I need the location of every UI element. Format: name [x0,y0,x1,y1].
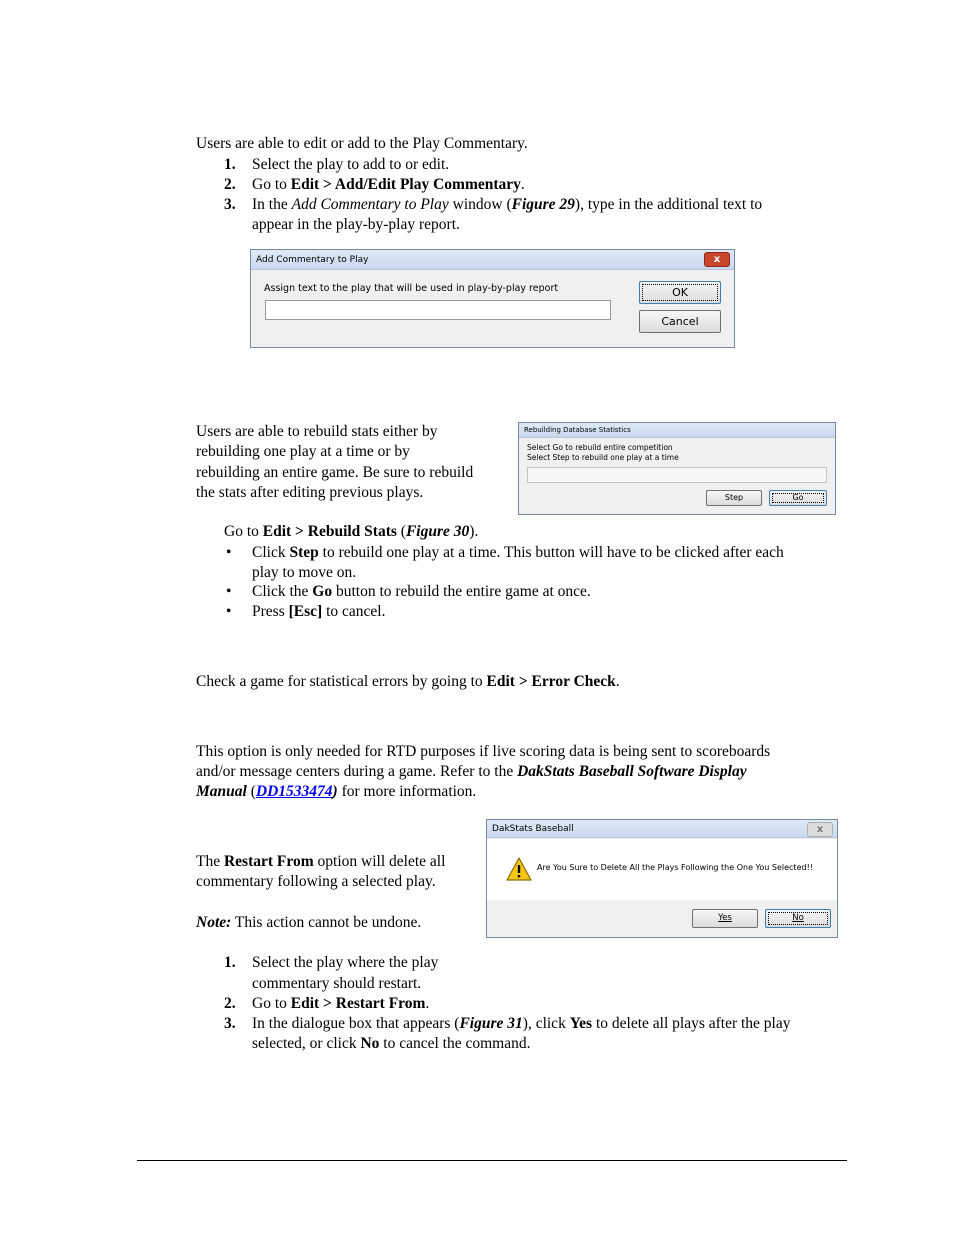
go-button[interactable]: Go [769,490,827,506]
warning-icon [506,857,532,881]
restart-paragraph-continued: commentary following a selected play. [196,873,436,890]
rebuild-goto: Go to Edit > Rebuild Stats (Figure 30). [224,523,479,540]
step-number: 1. [224,954,236,971]
dialog-title: Rebuilding Database Statistics [519,423,835,438]
ok-button[interactable]: OK [639,281,721,304]
text-line: rebuilding one play at a time or by [196,443,410,460]
restart-confirm-dialog [486,819,838,938]
bullet-text: Click Step to rebuild one play at a time. This button will have to be clicked after each [252,544,784,561]
dialog-title: DakStats Baseball [487,820,837,838]
text-line: and/or message centers during a game. Refer to the DakStats Baseball Software Display [196,763,747,780]
step-button[interactable]: Step [706,490,762,506]
progress-bar [527,467,827,483]
dialog-prompt: Assign text to the play that will be used in play-by-play report [264,283,559,294]
footer-rule [137,1160,847,1161]
text-line: This option is only needed for RTD purposes if live scoring data is being sent to scoreboards [196,743,771,760]
step-number: 3. [224,1015,236,1032]
bullet-text: Click the Go button to rebuild the entire game at once. [252,583,591,600]
bullet-icon: • [226,583,232,600]
close-icon[interactable]: x [704,252,730,267]
step-text: In the dialogue box that appears (Figure 31), click Yes to delete all plays after the play [252,1015,791,1032]
step-text-continued: selected, or click No to cancel the command. [252,1035,531,1052]
step-number: 3. [224,196,236,213]
step-text: Select the play to add to or edit. [252,156,450,173]
bullet-icon: • [226,544,232,561]
step-text: In the Add Commentary to Play window (Figure 29), type in the additional text to [252,196,763,213]
add-commentary-dialog [250,249,735,348]
no-button[interactable]: No [765,909,831,928]
bullet-text-continued: play to move on. [252,564,357,581]
error-check-text: Check a game for statistical errors by going to Edit > Error Check. [196,673,620,690]
dialog-title: Add Commentary to Play [251,250,734,270]
close-icon[interactable]: x [807,822,833,837]
text-line: the stats after editing previous plays. [196,484,424,501]
step-text: Go to Edit > Add/Edit Play Commentary. [252,176,525,193]
cancel-button[interactable]: Cancel [639,310,721,333]
commentary-intro: Users are able to edit or add to the Play Commentary. [196,135,528,152]
restart-note: Note: This action cannot be undone. [196,914,422,931]
step-number: 2. [224,995,236,1012]
text-line: Manual (DD1533474) for more information. [196,783,477,800]
step-text-continued: commentary should restart. [252,975,422,992]
step-text: Select the play where the play [252,954,439,971]
step-number: 1. [224,156,236,173]
yes-button[interactable]: Yes [692,909,758,928]
dialog-message: Are You Sure to Delete All the Plays Following the One You Selected!! [537,863,813,872]
text-line: rebuilding an entire game. Be sure to rebuild [196,464,474,481]
bullet-icon: • [226,603,232,620]
dialog-line: Select Step to rebuild one play at a time [527,453,679,462]
manual-link[interactable]: DD1533474 [255,783,333,800]
step-text-continued: appear in the play-by-play report. [252,216,460,233]
commentary-input[interactable] [265,300,611,320]
rebuild-stats-dialog [518,422,836,515]
bullet-text: Press [Esc] to cancel. [252,603,386,620]
text-line: Users are able to rebuild stats either by [196,423,438,440]
dialog-line: Select Go to rebuild entire competition [527,443,673,452]
step-text: Go to Edit > Restart From. [252,995,430,1012]
step-number: 2. [224,176,236,193]
restart-paragraph: The Restart From option will delete all [196,853,446,870]
